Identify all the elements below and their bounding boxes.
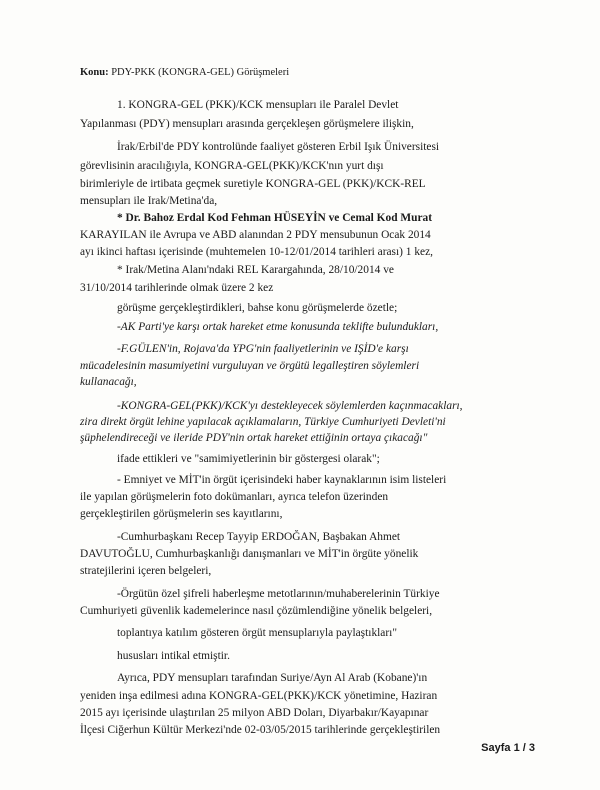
- text-line: zira direkt örgüt lehine yapılacak açıklamaların, Türkiye Cumhuriyeti Devleti'ni: [80, 416, 446, 428]
- text-line: -KONGRA-GEL(PKK)/KCK'yı destekleyecek söylemlerden kaçınmacakları,: [117, 400, 463, 412]
- text-line: Cumhuriyeti güvenlik kademelerince nasıl çözümlendiğine yönelik belgeleri,: [80, 605, 433, 617]
- text-line: ile yapılan görüşmelerin foto dokümanları, ayrıca telefon üzerinden: [80, 491, 389, 503]
- text-line: 1. KONGRA-GEL (PKK)/KCK mensupları ile Paralel Devlet: [117, 99, 399, 111]
- text-line: stratejilerini içeren belgeleri,: [80, 565, 212, 577]
- text-line: * Irak/Metina Alanı'ndaki REL Karargahında, 28/10/2014 ve: [117, 264, 394, 276]
- subject-label: Konu:: [80, 67, 109, 78]
- text-line: yeniden inşa edilmesi adına KONGRA-GEL(PKK)/KCK yönetimine, Haziran: [80, 690, 438, 702]
- text-line: ayı ikinci haftası içerisinde (muhtemelen 10-12/01/2014 tarihleri arası) 1 kez,: [80, 246, 433, 258]
- text-line: KARAYILAN ile Avrupa ve ABD alanından 2 PDY mensubunun Ocak 2014: [80, 229, 431, 241]
- text-line: 31/10/2014 tarihlerinde olmak üzere 2 kez: [80, 282, 274, 294]
- text-line: ifade ettikleri ve "samimiyetlerinin bir göstergesi olarak";: [117, 453, 380, 465]
- text-line: -F.GÜLEN'in, Rojava'da YPG'nin faaliyetlerinin ve IŞİD'e karşı: [117, 343, 409, 355]
- text-line: - Emniyet ve MİT'in örgüt içerisindeki haber kaynaklarının isim listeleri: [117, 474, 447, 486]
- text-line: görevlisinin aracılığıyla, KONGRA-GEL(PKK)/KCK'nın yurt dışı: [80, 160, 384, 172]
- text-line: şüphelendireceği ve ileride PDY'nin ortak hareket ettiğinin ortaya çıkacağı": [80, 432, 428, 444]
- text-line: Yapılanması (PDY) mensupları arasında gerçekleşen görüşmelere ilişkin,: [80, 118, 414, 130]
- text-line: * Dr. Bahoz Erdal Kod Fehman HÜSEYİN ve Cemal Kod Murat: [117, 212, 433, 224]
- text-line: Ayrıca, PDY mensupları tarafından Suriye/Ayn Al Arab (Kobane)'ın: [117, 672, 428, 684]
- text-line: hususları intikal etmiştir.: [117, 650, 230, 662]
- text-line: -AK Parti'ye karşı ortak hareket etme konusunda teklifte bulundukları,: [117, 321, 439, 333]
- text-line: görüşme gerçekleştirdikleri, bahse konu görüşmelerde özetle;: [117, 302, 398, 314]
- text-line: İrak/Erbil'de PDY kontrolünde faaliyet gösteren Erbil Işık Üniversitesi: [117, 141, 440, 153]
- subject-line: [80, 66, 289, 79]
- text-line: toplantıya katılım gösteren örgüt mensuplarıyla paylaştıkları": [117, 627, 397, 639]
- text-line: İlçesi Ciğerhun Kültür Merkezi'nde 02-03/05/2015 tarihlerinde gerçekleştirilen: [80, 724, 441, 736]
- subject-text: PDY-PKK (KONGRA-GEL) Görüşmeleri: [111, 67, 290, 78]
- text-line: -Örgütün özel şifreli haberleşme metotlarının/muhaberelerinin Türkiye: [117, 588, 440, 600]
- text-line: mensupları ile Irak/Metina'da,: [80, 195, 218, 207]
- text-line: DAVUTOĞLU, Cumhurbaşkanlığı danışmanları ve MİT'in örgüte yönelik: [80, 548, 419, 560]
- text-line: mücadelesinin masumiyetini vurguluyan ve örgütü legalleştiren söylemleri: [80, 360, 420, 372]
- text-line: gerçekleştirilen görüşmelerin ses kayıtlarını,: [80, 508, 283, 520]
- text-line: 2015 ayı içerisinde ulaştırılan 25 milyon ABD Doları, Diyarbakır/Kayapınar: [80, 707, 429, 719]
- text-line: -Cumhurbaşkanı Recep Tayyip ERDOĞAN, Başbakan Ahmet: [117, 531, 401, 543]
- text-line: kullanacağı,: [80, 376, 137, 388]
- page-number: Sayfa 1 / 3: [481, 742, 535, 754]
- text-line: birimleriyle de irtibata geçmek suretiyle KONGRA-GEL (PKK)/KCK-REL: [80, 178, 426, 190]
